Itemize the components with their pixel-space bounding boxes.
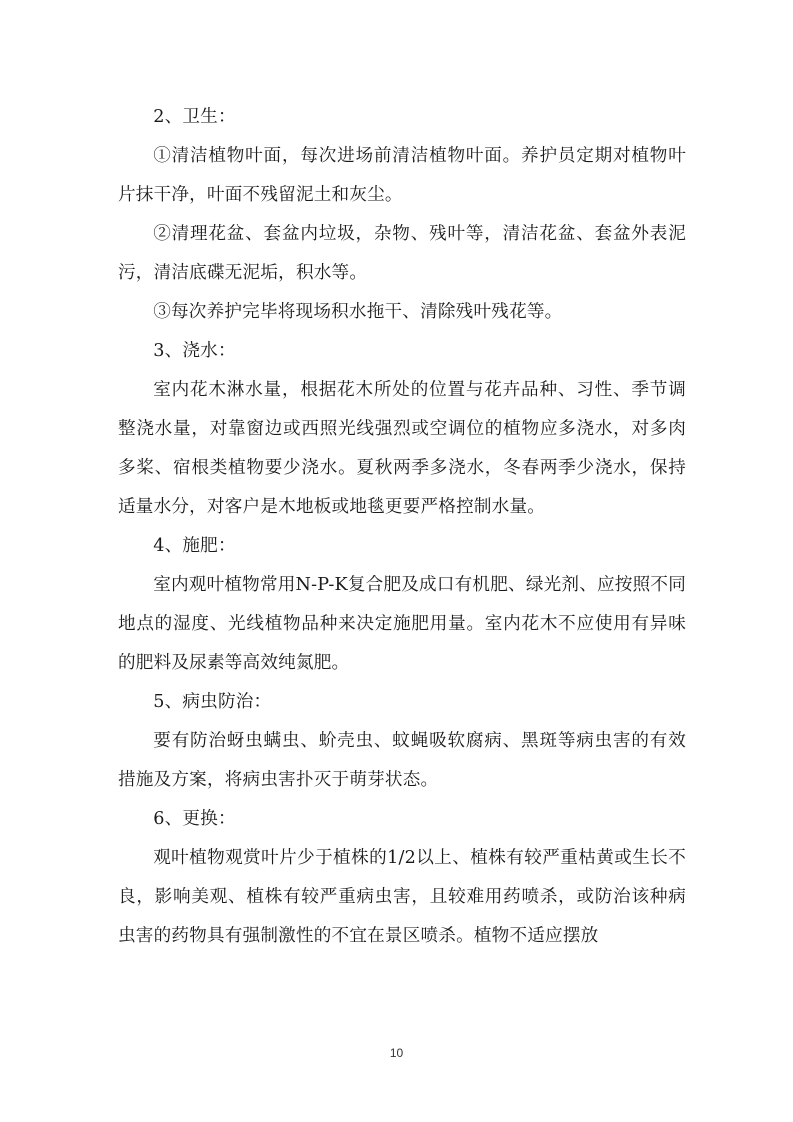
paragraph-watering: 室内花木淋水量，根据花木所处的位置与花卉品种、习性、季节调整浇水量，对靠窗边或西照光线强烈或空调位的植物应多浇水，对多肉多桨、宿根类植物要少浇水。夏秋两季多浇水，冬春两季少浇水，保持适量水分，对客户是木地板或地毯更要严格控制水量。 [118,380,686,517]
paragraph-replacement: 观叶植物观赏叶片少于植株的1/2以上、植株有较严重枯黄或生长不良，影响美观、植株有较严重病虫害，且较难用药喷杀，或防治该种病虫害的药物具有强制激性的不宜在景区喷杀。植物不适应摆放 [118,848,686,946]
heading-watering: 3、浇水： [153,341,236,361]
paragraph-fertilizing: 室内观叶植物常用N-P-K复合肥及成口有机肥、绿光剂、应按照不同地点的湿度、光线植物品种来决定施肥用量。室内花木不应使用有异味的肥料及尿素等高效纯氮肥。 [118,575,686,673]
heading-hygiene: 2、卫生： [153,107,236,127]
page-number: 10 [389,1046,404,1060]
heading-pest-control: 5、病虫防治： [153,692,272,712]
paragraph-clean-leaves: ①清洁植物叶面，每次进场前清洁植物叶面。养护员定期对植物叶片抹干净，叶面不残留泥土和灰尘。 [118,146,686,205]
paragraph-clean-pots: ②清理花盆、套盆内垃圾，杂物、残叶等，清洁花盆、套盆外表泥污，清洁底碟无泥垢，积水等。 [118,224,686,283]
heading-fertilizing: 4、施肥： [153,536,236,556]
page-content [118,98,686,956]
heading-replacement: 6、更换： [153,809,236,829]
paragraph-cleanup-site: ③每次养护完毕将现场积水拖干、清除残叶残花等。 [153,302,563,322]
paragraph-pest-control: 要有防治蚜虫螨虫、蚧壳虫、蚊蝇吸软腐病、黑斑等病虫害的有效措施及方案，将病虫害扑灭于萌芽状态。 [118,731,686,790]
